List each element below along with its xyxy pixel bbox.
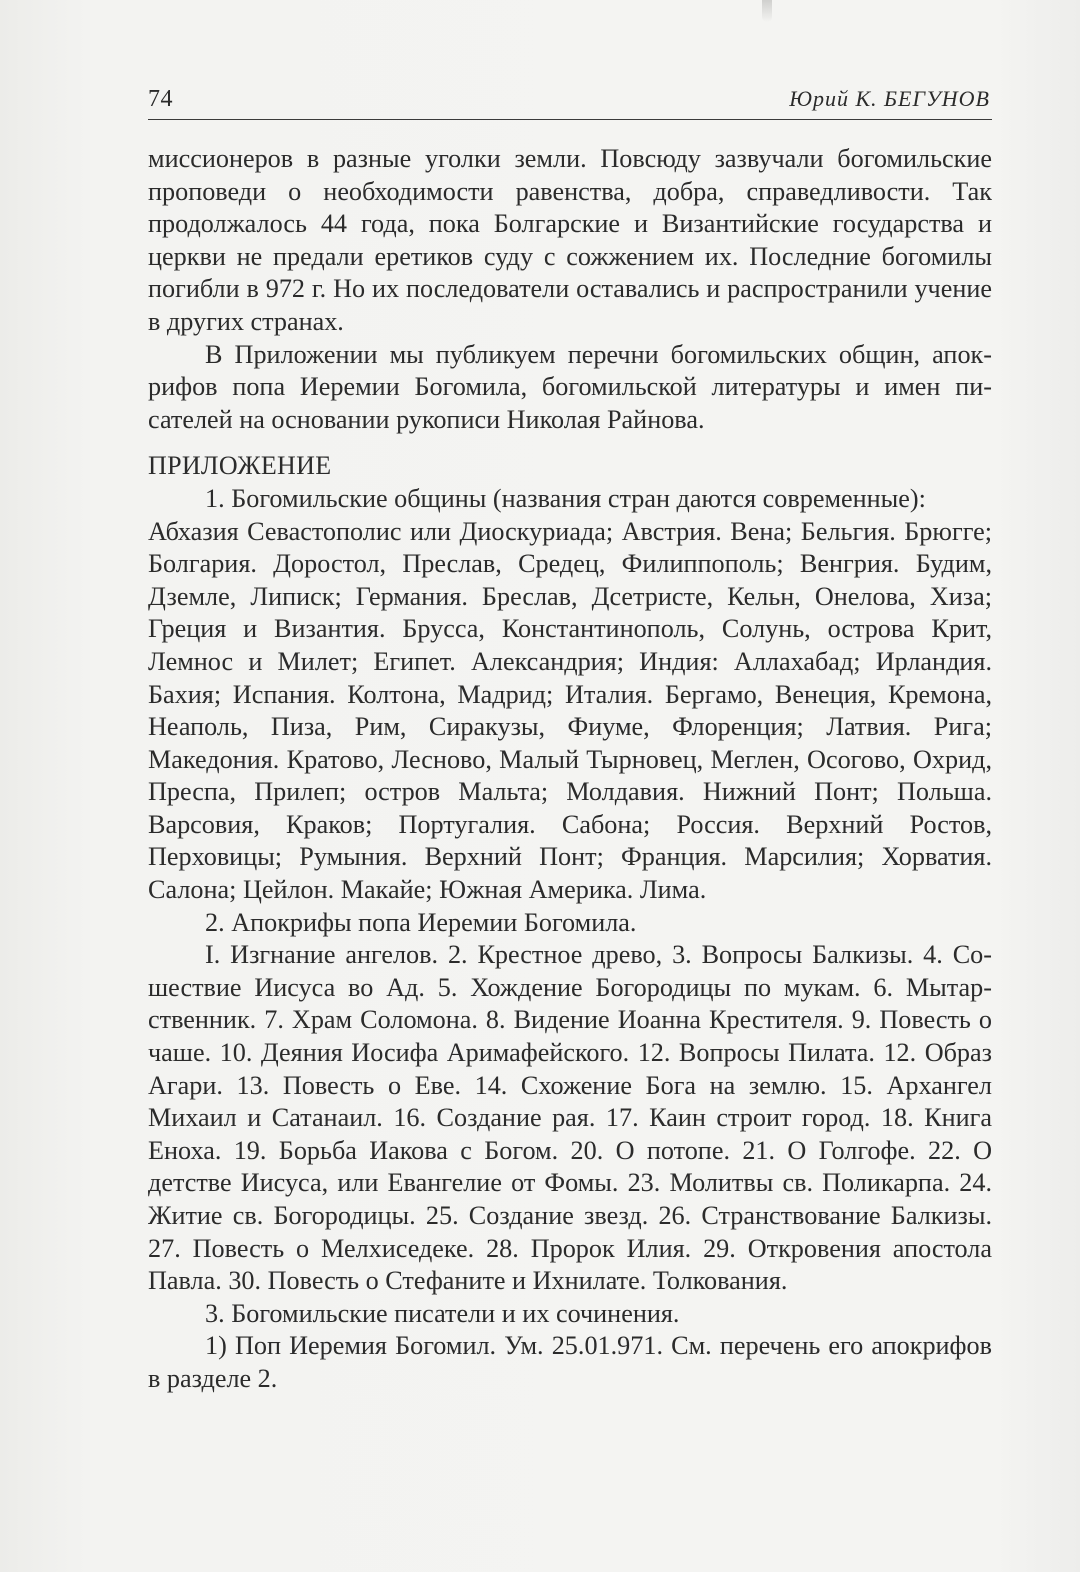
appendix-heading: ПРИЛОЖЕНИЕ [148, 451, 332, 481]
paragraph-continuation: миссионеров в разные уголки земли. Повсюду зазвучали богомильские проповеди о необходимости равенства, добра, справедливости. Так продолжалось 44 года, пока Болгарские и Византийские государства и церкви не предали еретиков суду с сожжением их. Последние богомилы погибли в 972 г. Но их последователи оставались и распространили учение в других странах. [148, 144, 992, 336]
page-header [148, 84, 992, 118]
page-fold-mark [762, 0, 772, 22]
section-1-title: 1. Богомильские общины (названия стран даются современные): [205, 483, 926, 513]
section-3-title: 3. Богомильские писатели и их сочинения. [205, 1298, 680, 1328]
header-divider [148, 119, 992, 120]
page-body [148, 143, 992, 1396]
communities-list: Абхазия Севастополис или Диоскуриада; Австрия. Вена; Бельгия. Брюгге; Болгария. Доростол, Преслав, Средец, Филиппополь; Венгрия. Будим, Дземле, Липиск; Германия. Бреслав, Дсетристе, Кельн, Онелова, Хиза; Греция и Византия. Брусса, Константинополь, Солунь, острова Крит, Лемнос и Милет; Египет. Александрия; Индия: Аллахабад; Ирландия. Бахия; Испания. Колтона, Мадрид; Италия. Бергамо, Венеция, Кремона, Неаполь, Пиза, Рим, Сиракузы, Фиуме, Флоренция; Латвия. Рига; Македония. Кратово, Лесново, Малый Тырновец, Меглен, Осогово, Охрид, Преспа, Прилеп; остров Мальта; Молдавия. Нижний Понт; Польша. Варсовия, Краков; Португалия. Сабона; Россия. Верхний Ростов, Перховицы; Румыния. Верхний Понт; Франция. Марсилия; Хорватия. Салона; Цейлон. Макайе; Южная Америка. Лима. [148, 516, 992, 905]
section-2-title: 2. Апокрифы попа Иеремии Богомила. [205, 907, 637, 937]
running-head-author: Юрий К. БЕГУНОВ [789, 86, 990, 111]
apocrypha-list: I. Изгнание ангелов. 2. Крестное древо, 3. Вопросы Балкизы. 4. Сошествие Иисуса во Ад. 5. Хождение Богородицы по мукам. 6. Мытарственник. 7. Храм Соломона. 8. Видение Иоанна Крестителя. 9. Повесть о чаше. 10. Деяния Иосифа Аримафейского. 12. Вопросы Пилата. 12. Образ Агари. 13. Повесть о Еве. 14. Схожение Бога на землю. 15. Архангел Михаил и Сатанаил. 16. Создание рая. 17. Каин строит город. 18. Книга Еноха. 19. Борьба Иакова с Богом. 20. О потопе. 21. О Голгофе. 22. О детстве Иисуса, или Евангелие от Фомы. 23. Молитвы св. Поликарпа. 24. Житие св. Богородицы. 25. Создание звезд. 26. Странствование Балкизы. 27. Повесть о Мелхиседеке. 28. Пророк Илия. 29. Откровения апостола Павла. 30. Повесть о Стефаните и Ихнилате. Толкования. [148, 940, 992, 1296]
paragraph-appendix-intro: В Приложении мы публикуем перечни богомильских общин, апокрифов попа Иеремии Богомила, богомильской литературы и имен писателей на основании рукописи Николая Райнова. [148, 339, 992, 434]
writer-entry-1: 1) Поп Иеремия Богомил. Ум. 25.01.971. См. перечень его апокрифов в разделе 2. [148, 1331, 992, 1393]
page-number: 74 [148, 86, 173, 112]
